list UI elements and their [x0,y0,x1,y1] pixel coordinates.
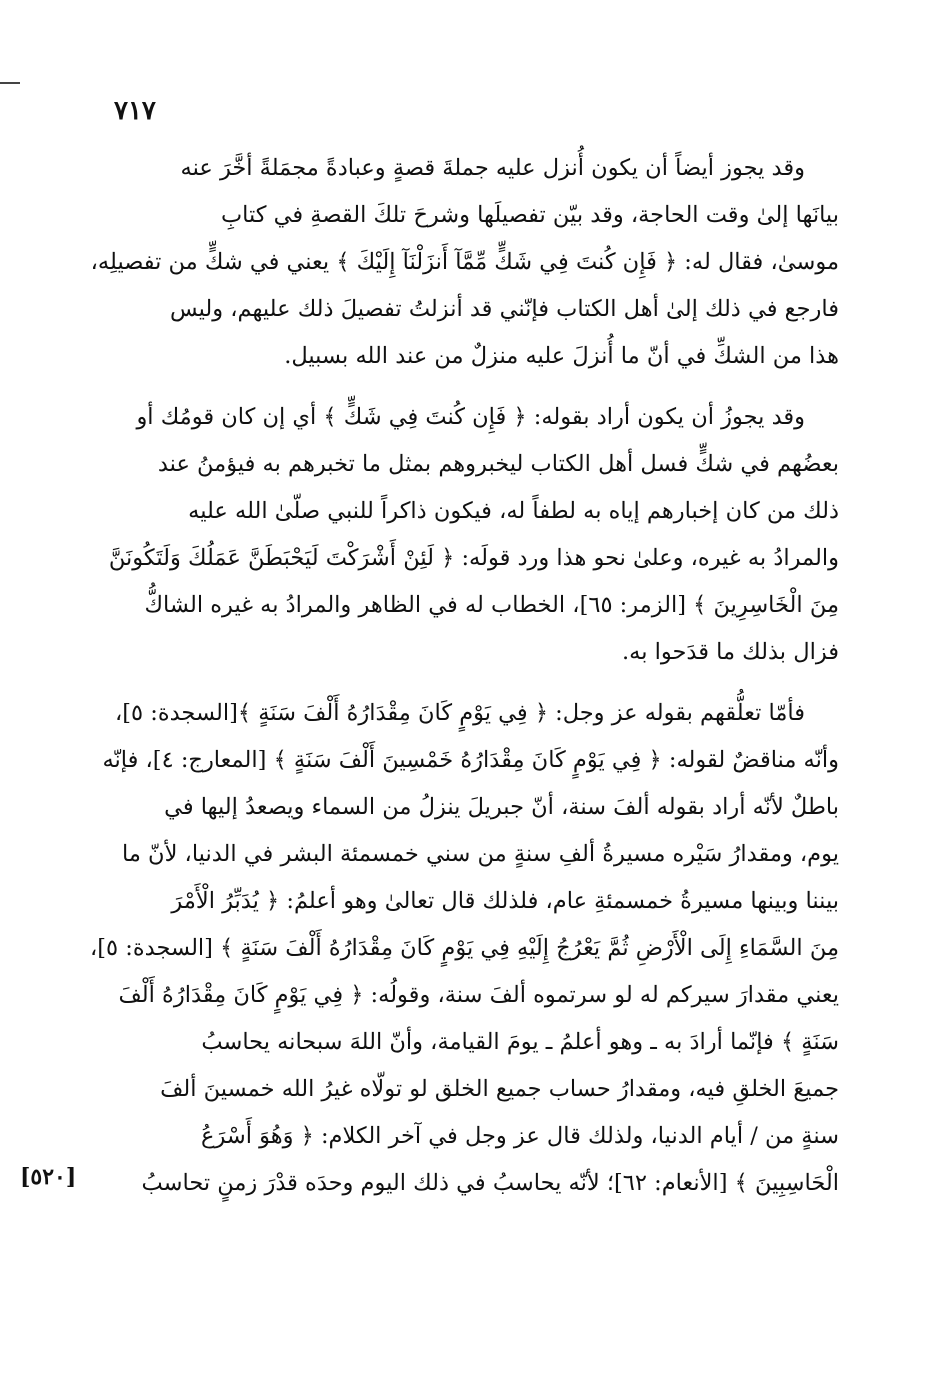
margin-page-reference: [٥٢٠] [20,1164,77,1190]
text-line: والمرادُ به غيره، وعلىٰ نحو هذا ورد قولَه: ﴿ لَئِنْ أَشْرَكْتَ لَيَحْبَطَنَّ عَمَلُكَ وَلَتَكُونَنَّ [108,545,839,571]
paragraph-2 [108,394,839,676]
text-line: فزال بذلك ما قدَحوا به. [621,639,839,665]
paragraph-1 [90,145,839,380]
text-line: فارجع في ذلك إلىٰ أهل الكتاب فإنّني قد أنزلتُ تفصيلَ ذلك عليهم، وليس [169,296,839,322]
text-line: سَنَةٍ ﴾ فإنّما أرادَ به ـ وهو أعلمُ ـ يومَ القيامة، وأنّ اللهَ سبحانه يحاسبُ [201,1029,839,1055]
text-line: يوم، ومقدارُ سَيْره مسيرةُ ألفِ سنةٍ من سني خمسمئة البشر في الدنيا، لأنّ ما [121,841,839,867]
text-line: الْحَاسِبِينَ ﴾ [الأنعام: ٦٢]؛ لأنّه يحاسبُ في ذلك اليوم وحدَه قدْرَ زمنٍ تحاسبُ [141,1170,839,1196]
text-line: وقد يجوزُ أن يكون أراد بقوله: ﴿ فَإِن كُنتَ فِي شَكٍّ ﴾ أي إن كان قومُك أو [136,404,805,430]
text-line: بيانَها إلىٰ وقت الحاجة، وقد بيّن تفصيلَها وشرحَ تلكَ القصةِ في كتابِ [220,202,839,228]
text-line: باطلٌ لأنّه أراد بقوله ألفَ سنة، أنّ جبريلَ ينزلُ من السماء ويصعدُ إليها في [164,794,839,820]
text-line: بيننا وبينها مسيرةُ خمسمئةِ عام، فلذلك قال تعالىٰ وهو أعلمُ: ﴿ يُدَبِّرُ الْأَمْرَ [171,888,839,914]
text-line: مِنَ الْخَاسِرِينَ ﴾ [الزمر: ٦٥]، الخطاب له في الظاهر والمرادُ به غيره الشاكُّ [144,592,839,618]
text-line: فأمّا تعلُّقهم بقوله عز وجل: ﴿ فِي يَوْمٍ كَانَ مِقْدَارُهُ أَلْفَ سَنَةٍ ﴾[السجدة: ٥]، [114,700,805,726]
scan-edge-mark [0,82,20,84]
text-line: وأنّه مناقضٌ لقوله: ﴿ فِي يَوْمٍ كَانَ مِقْدَارُهُ خَمْسِينَ أَلْفَ سَنَةٍ ﴾ [المعارج: ٤]، فإنّه [102,747,839,773]
text-line: بعضُهم في شكٍّ فسل أهل الكتاب ليخبروهم بمثل ما تخبرهم به فيؤمنُ عند [157,451,839,477]
text-line: ذلك من كان إخبارهم إياه به لطفاً له، فيكون ذاكراً للنبي صلّىٰ الله عليه [188,498,839,524]
text-line: وقد يجوز أيضاً أن يكون أُنزل عليه جملةَ قصةٍ وعبادةً مجمَلةً أخَّرَ عنه [180,155,805,181]
paragraph-3 [90,690,839,1207]
text-line: مِنَ السَّمَاءِ إِلَى الْأَرْضِ ثُمَّ يَعْرُجُ إِلَيْهِ فِي يَوْمٍ كَانَ مِقْدَارُهُ أَلْفَ سَنَةٍ ﴾ [السجدة: ٥]، [90,935,839,961]
body-text [90,145,839,1221]
text-line: يعني مقدارَ سيركم له لو سرتموه ألفَ سنة، وقولُه: ﴿ فِي يَوْمٍ كَانَ مِقْدَارُهُ أَلْفَ [118,982,839,1008]
text-line: سنةٍ من / أيام الدنيا، ولذلك قال عز وجل في آخر الكلام: ﴿ وَهُوَ أَسْرَعُ [201,1123,839,1149]
text-line: هذا من الشكِّ في أنّ ما أُنزلَ عليه منزلٌ من عند الله بسبيل. [284,343,839,369]
text-line: جميعَ الخلقِ فيه، ومقدارُ حساب جميع الخلق لو تولّاه غيرُ الله خمسينَ ألفَ [160,1076,839,1102]
text-line: موسىٰ، فقال له: ﴿ فَإِن كُنتَ فِي شَكٍّ مِّمَّآ أَنزَلْنَآ إِلَيْكَ ﴾ يعني في شكٍّ من تفصيلِه، [90,249,839,275]
page-number: ٧١٧ [114,96,156,126]
